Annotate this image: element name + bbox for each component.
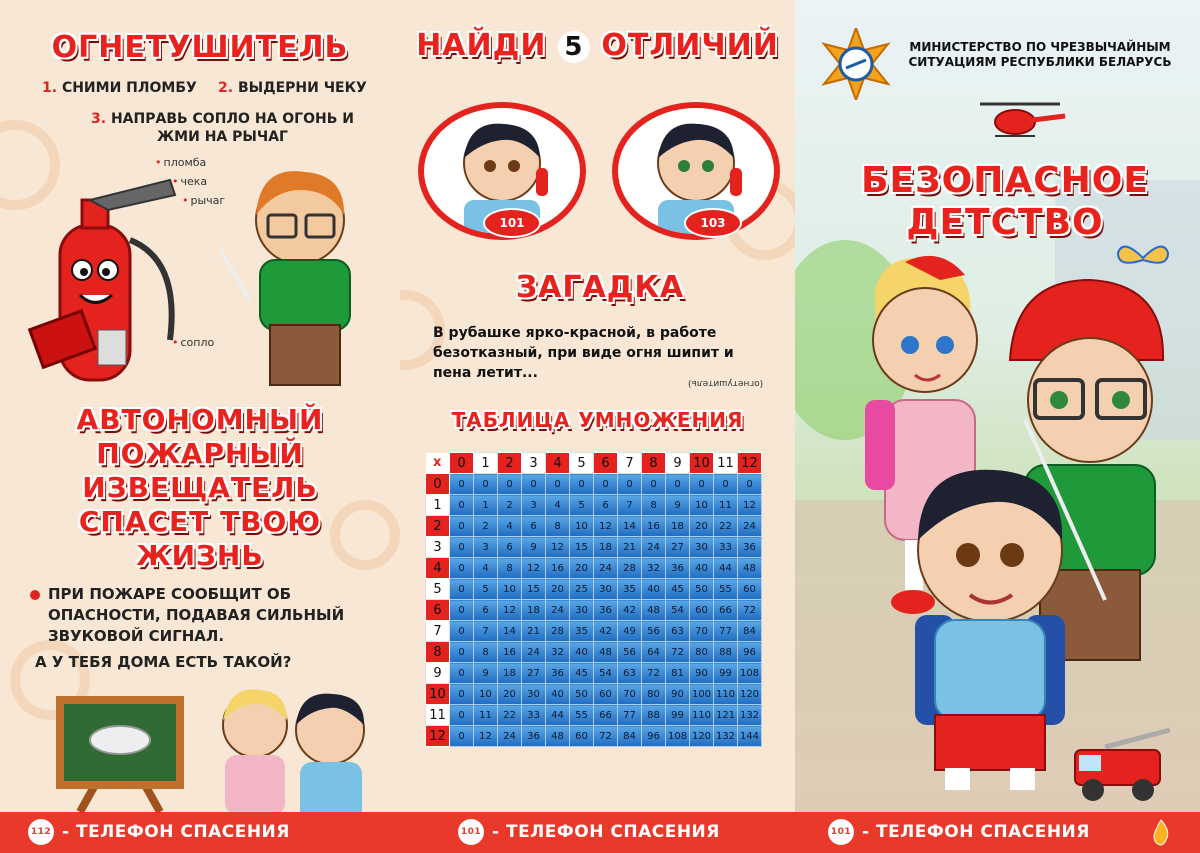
table-cell: 22 [714, 516, 738, 537]
table-cell: 132 [738, 705, 762, 726]
two-children-icon [205, 680, 385, 812]
table-cell: 0 [666, 474, 690, 495]
table-cell: 49 [618, 621, 642, 642]
table-cell: 15 [570, 537, 594, 558]
table-cell: 50 [570, 684, 594, 705]
table-cell: 40 [690, 558, 714, 579]
table-cell: 24 [594, 558, 618, 579]
table-cell: 0 [498, 474, 522, 495]
table-cell: 66 [594, 705, 618, 726]
table-cell: 110 [690, 705, 714, 726]
table-cell: 0 [450, 663, 474, 684]
question-text: А У ТЕБЯ ДОМА ЕСТЬ ТАКОЙ? [35, 653, 292, 671]
table-cell: 5 [474, 579, 498, 600]
table-cell: 24 [546, 600, 570, 621]
table-cell: 20 [570, 558, 594, 579]
table-cell: 0 [714, 474, 738, 495]
table-cell: 0 [450, 474, 474, 495]
table-cell: 33 [522, 705, 546, 726]
table-cell: 12 [738, 495, 762, 516]
table-header-cell: 1 [474, 453, 498, 474]
table-header-cell: 8 [426, 642, 450, 663]
table-cell: 45 [570, 663, 594, 684]
table-row [426, 726, 762, 747]
table-cell: 50 [690, 579, 714, 600]
emergency-badge-103: 103 [684, 208, 742, 238]
table-cell: 0 [618, 474, 642, 495]
table-cell: 3 [474, 537, 498, 558]
table-corner: x [426, 453, 450, 474]
table-cell: 4 [474, 558, 498, 579]
table-cell: 35 [618, 579, 642, 600]
table-cell: 16 [546, 558, 570, 579]
table-row [426, 579, 762, 600]
ministry-name: МИНИСТЕРСТВО ПО ЧРЕЗВЫЧАЙНЫМ СИТУАЦИЯМ РЕСПУБЛИКИ БЕЛАРУСЬ [908, 40, 1172, 69]
table-row [426, 495, 762, 516]
table-cell: 16 [498, 642, 522, 663]
step-3: 3. НАПРАВЬ СОПЛО НА ОГОНЬ И ЖМИ НА РЫЧАГ [91, 111, 354, 145]
table-row [426, 663, 762, 684]
table-cell: 64 [642, 642, 666, 663]
table-cell: 11 [714, 495, 738, 516]
flame-icon [1150, 818, 1172, 846]
table-cell: 0 [546, 474, 570, 495]
table-cell: 0 [450, 495, 474, 516]
table-cell: 0 [690, 474, 714, 495]
table-cell: 0 [522, 474, 546, 495]
right-panel [795, 0, 1200, 812]
table-cell: 48 [546, 726, 570, 747]
table-cell: 9 [474, 663, 498, 684]
table-cell: 60 [570, 726, 594, 747]
label-plomba: • пломба [155, 156, 206, 169]
detector-title: АВТОНОМНЫЙ ПОЖАРНЫЙ ИЗВЕЩАТЕЛЬ СПАСЕТ ТВОЮ ЖИЗНЬ [76, 403, 324, 572]
table-cell: 32 [642, 558, 666, 579]
table-cell: 30 [570, 600, 594, 621]
multiplication-table [425, 452, 762, 747]
table-header-cell: 11 [714, 453, 738, 474]
riddle-title: ЗАГАДКА [515, 270, 685, 305]
table-cell: 2 [498, 495, 522, 516]
table-cell: 24 [522, 642, 546, 663]
table-cell: 0 [450, 537, 474, 558]
table-header-cell: 5 [570, 453, 594, 474]
table-cell: 36 [522, 726, 546, 747]
table-row [426, 705, 762, 726]
table-cell: 3 [522, 495, 546, 516]
table-cell: 0 [450, 600, 474, 621]
phone-line-112 [28, 819, 290, 845]
table-cell: 144 [738, 726, 762, 747]
table-cell: 54 [666, 600, 690, 621]
table-cell: 44 [714, 558, 738, 579]
table-cell: 27 [522, 663, 546, 684]
table-header-row [426, 453, 762, 474]
table-cell: 6 [498, 537, 522, 558]
table-cell: 84 [618, 726, 642, 747]
table-header-cell: 3 [522, 453, 546, 474]
phone-line-101-mid [458, 819, 720, 845]
table-header-cell: 2 [426, 516, 450, 537]
table-cell: 72 [642, 663, 666, 684]
left-panel [0, 0, 400, 812]
table-row [426, 537, 762, 558]
table-cell: 12 [474, 726, 498, 747]
step-2: 2. ВЫДЕРНИ ЧЕКУ [218, 80, 367, 96]
table-cell: 22 [498, 705, 522, 726]
table-cell: 77 [618, 705, 642, 726]
table-header-cell: 2 [498, 453, 522, 474]
table-cell: 21 [618, 537, 642, 558]
step-1: 1. СНИМИ ПЛОМБУ [42, 80, 197, 96]
table-cell: 120 [690, 726, 714, 747]
table-cell: 9 [522, 537, 546, 558]
table-cell: 0 [450, 642, 474, 663]
table-header-cell: 10 [690, 453, 714, 474]
table-row [426, 600, 762, 621]
table-header-cell: 8 [642, 453, 666, 474]
table-cell: 16 [642, 516, 666, 537]
table-cell: 30 [690, 537, 714, 558]
table-cell: 32 [546, 642, 570, 663]
table-cell: 55 [714, 579, 738, 600]
table-cell: 72 [594, 726, 618, 747]
table-header-cell: 10 [426, 684, 450, 705]
table-cell: 70 [618, 684, 642, 705]
fire-truck-toy-icon [1065, 725, 1175, 805]
table-cell: 96 [642, 726, 666, 747]
table-cell: 6 [474, 600, 498, 621]
label-rychag: • рычаг [182, 194, 225, 207]
table-cell: 18 [594, 537, 618, 558]
phone-label: - ТЕЛЕФОН СПАСЕНИЯ [62, 822, 290, 842]
table-header-cell: 4 [546, 453, 570, 474]
table-header-cell: 5 [426, 579, 450, 600]
table-row [426, 684, 762, 705]
table-cell: 15 [522, 579, 546, 600]
table-cell: 63 [666, 621, 690, 642]
table-cell: 99 [714, 663, 738, 684]
table-cell: 20 [498, 684, 522, 705]
table-cell: 36 [546, 663, 570, 684]
table-cell: 24 [738, 516, 762, 537]
table-cell: 0 [450, 558, 474, 579]
phone-label: - ТЕЛЕФОН СПАСЕНИЯ [492, 822, 720, 842]
table-cell: 20 [546, 579, 570, 600]
table-cell: 0 [642, 474, 666, 495]
table-cell: 24 [498, 726, 522, 747]
table-cell: 8 [546, 516, 570, 537]
table-cell: 108 [738, 663, 762, 684]
table-cell: 36 [594, 600, 618, 621]
table-cell: 24 [642, 537, 666, 558]
table-cell: 80 [690, 642, 714, 663]
table-cell: 0 [450, 579, 474, 600]
table-cell: 60 [594, 684, 618, 705]
table-cell: 77 [714, 621, 738, 642]
table-cell: 0 [474, 474, 498, 495]
table-cell: 56 [618, 642, 642, 663]
table-cell: 96 [738, 642, 762, 663]
table-cell: 1 [474, 495, 498, 516]
table-cell: 6 [594, 495, 618, 516]
table-cell: 20 [690, 516, 714, 537]
table-header-cell: 6 [426, 600, 450, 621]
table-cell: 0 [570, 474, 594, 495]
table-cell: 27 [666, 537, 690, 558]
table-cell: 9 [666, 495, 690, 516]
table-cell: 10 [498, 579, 522, 600]
table-cell: 42 [594, 621, 618, 642]
table-cell: 0 [450, 705, 474, 726]
table-cell: 90 [666, 684, 690, 705]
table-cell: 33 [714, 537, 738, 558]
table-cell: 54 [594, 663, 618, 684]
table-header-cell: 3 [426, 537, 450, 558]
table-cell: 81 [666, 663, 690, 684]
table-header-cell: 0 [450, 453, 474, 474]
extinguisher-character-icon [20, 170, 200, 400]
table-row [426, 516, 762, 537]
phone-101-icon: 101 [458, 819, 484, 845]
table-cell: 4 [546, 495, 570, 516]
table-cell: 5 [570, 495, 594, 516]
table-cell: 21 [522, 621, 546, 642]
table-cell: 10 [570, 516, 594, 537]
table-cell: 45 [666, 579, 690, 600]
table-cell: 0 [594, 474, 618, 495]
table-title: ТАБЛИЦА УМНОЖЕНИЯ [451, 408, 744, 432]
table-cell: 42 [618, 600, 642, 621]
table-cell: 18 [498, 663, 522, 684]
table-header-cell: 6 [594, 453, 618, 474]
table-cell: 108 [666, 726, 690, 747]
table-cell: 30 [522, 684, 546, 705]
table-row [426, 558, 762, 579]
boy-front-character-icon [890, 450, 1090, 800]
table-cell: 80 [642, 684, 666, 705]
table-cell: 18 [666, 516, 690, 537]
table-cell: 0 [450, 684, 474, 705]
boy-with-pointer-icon [220, 160, 370, 390]
table-cell: 8 [474, 642, 498, 663]
detector-text: ПРИ ПОЖАРЕ СООБЩИТ ОБ ОПАСНОСТИ, ПОДАВАЯ СИЛЬНЫЙ ЗВУКОВОЙ СИГНАЛ. [48, 585, 345, 645]
table-cell: 36 [666, 558, 690, 579]
table-cell: 12 [522, 558, 546, 579]
phone-label: - ТЕЛЕФОН СПАСЕНИЯ [862, 822, 1090, 842]
table-cell: 70 [690, 621, 714, 642]
table-cell: 8 [642, 495, 666, 516]
emergency-badge-101: 101 [483, 208, 541, 238]
table-cell: 12 [594, 516, 618, 537]
table-header-cell: 11 [426, 705, 450, 726]
table-cell: 25 [570, 579, 594, 600]
table-cell: 28 [618, 558, 642, 579]
table-cell: 10 [474, 684, 498, 705]
table-cell: 14 [618, 516, 642, 537]
table-cell: 12 [498, 600, 522, 621]
table-cell: 99 [666, 705, 690, 726]
table-cell: 60 [738, 579, 762, 600]
bullet-dot-icon [30, 590, 40, 600]
table-header-cell: 0 [426, 474, 450, 495]
table-cell: 40 [570, 642, 594, 663]
table-cell: 18 [522, 600, 546, 621]
table-cell: 40 [546, 684, 570, 705]
riddle-text: В рубашке ярко-красной, в работе безотказный, при виде огня шипит и пена летит... [433, 325, 734, 381]
table-row [426, 621, 762, 642]
brochure-title: БЕЗОПАСНОЕ ДЕТСТВО [861, 160, 1149, 243]
table-cell: 40 [642, 579, 666, 600]
table-cell: 72 [666, 642, 690, 663]
table-cell: 10 [690, 495, 714, 516]
table-cell: 2 [474, 516, 498, 537]
table-header-cell: 12 [738, 453, 762, 474]
easel-detector-icon [55, 685, 185, 812]
table-cell: 48 [594, 642, 618, 663]
table-header-cell: 7 [618, 453, 642, 474]
phone-line-101-right [828, 819, 1090, 845]
table-cell: 88 [714, 642, 738, 663]
table-cell: 55 [570, 705, 594, 726]
table-cell: 12 [546, 537, 570, 558]
table-header-cell: 4 [426, 558, 450, 579]
table-cell: 63 [618, 663, 642, 684]
table-cell: 0 [450, 516, 474, 537]
riddle-answer: (огнетушитель) [688, 378, 764, 388]
table-cell: 110 [714, 684, 738, 705]
table-cell: 7 [618, 495, 642, 516]
label-soplo: • сопло [172, 336, 214, 349]
table-header-cell: 9 [666, 453, 690, 474]
table-cell: 88 [642, 705, 666, 726]
phone-112-icon: 112 [28, 819, 54, 845]
table-cell: 100 [690, 684, 714, 705]
label-cheka: • чека [172, 175, 207, 188]
table-cell: 48 [738, 558, 762, 579]
table-header-cell: 7 [426, 621, 450, 642]
table-row [426, 474, 762, 495]
table-cell: 0 [450, 726, 474, 747]
table-cell: 8 [498, 558, 522, 579]
differences-title: НАЙДИ 5 ОТЛИЧИЙ [416, 28, 779, 63]
table-cell: 120 [738, 684, 762, 705]
table-cell: 132 [714, 726, 738, 747]
phone-101-icon: 101 [828, 819, 854, 845]
table-cell: 56 [642, 621, 666, 642]
table-cell: 14 [498, 621, 522, 642]
table-cell: 121 [714, 705, 738, 726]
table-cell: 66 [714, 600, 738, 621]
table-header-cell: 9 [426, 663, 450, 684]
table-row [426, 642, 762, 663]
table-cell: 36 [738, 537, 762, 558]
table-header-cell: 12 [426, 726, 450, 747]
mchs-emblem-icon [820, 28, 892, 100]
table-cell: 4 [498, 516, 522, 537]
table-cell: 7 [474, 621, 498, 642]
extinguisher-title: ОГНЕТУШИТЕЛЬ [51, 30, 349, 65]
table-header-cell: 1 [426, 495, 450, 516]
table-cell: 30 [594, 579, 618, 600]
table-cell: 48 [642, 600, 666, 621]
table-cell: 44 [546, 705, 570, 726]
table-cell: 72 [738, 600, 762, 621]
table-cell: 0 [450, 621, 474, 642]
helicopter-icon [975, 98, 1075, 140]
table-cell: 90 [690, 663, 714, 684]
table-cell: 0 [738, 474, 762, 495]
table-cell: 35 [570, 621, 594, 642]
table-cell: 11 [474, 705, 498, 726]
table-cell: 6 [522, 516, 546, 537]
table-cell: 28 [546, 621, 570, 642]
table-cell: 60 [690, 600, 714, 621]
table-cell: 84 [738, 621, 762, 642]
